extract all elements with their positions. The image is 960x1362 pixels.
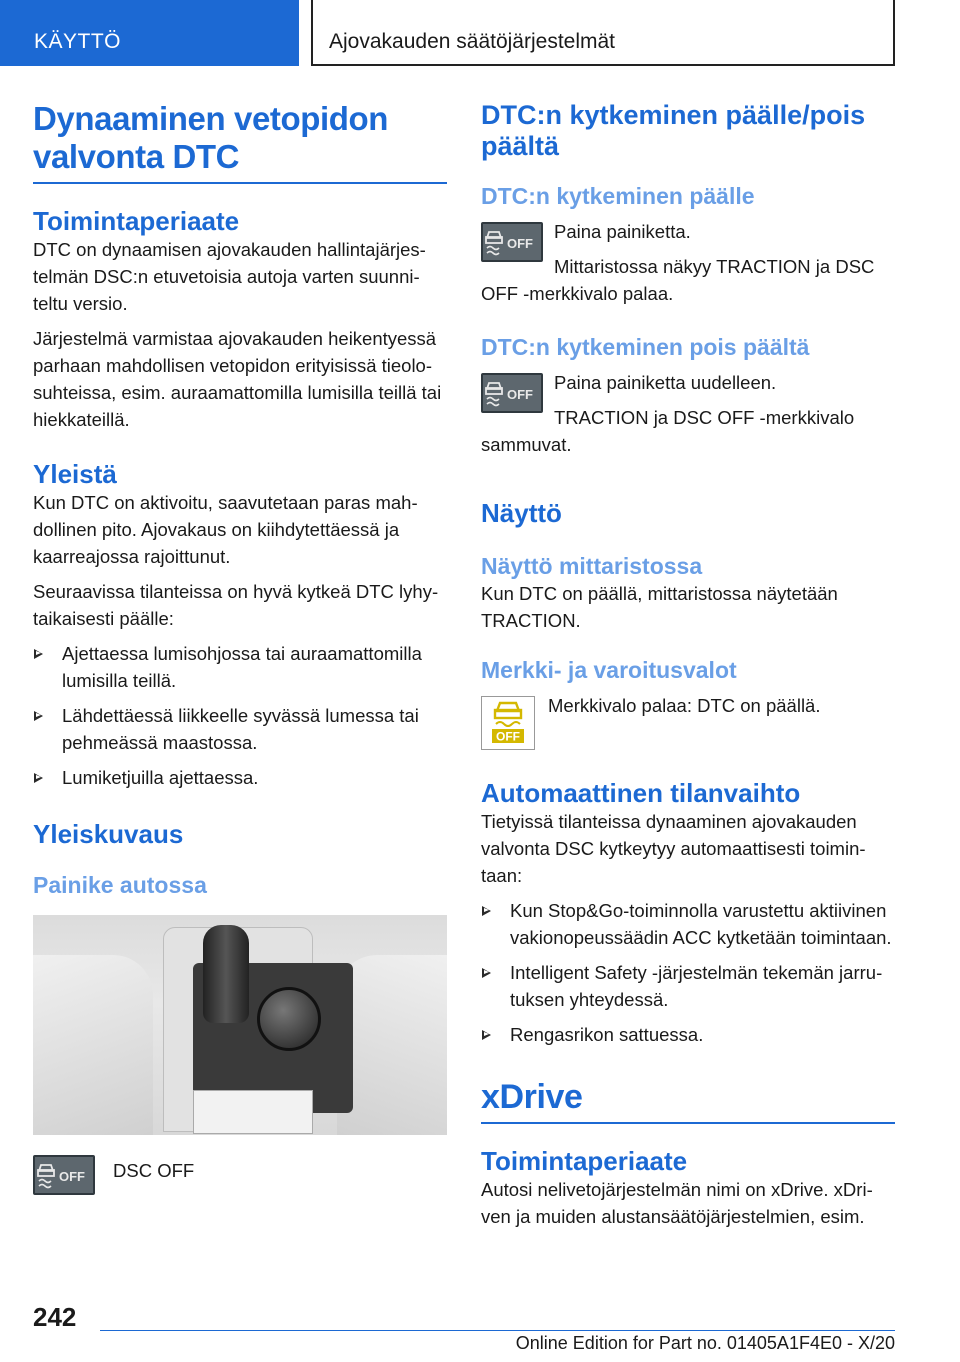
svg-text:OFF: OFF [507, 387, 533, 402]
list-item: Lumiketjuilla ajettaessa. [33, 764, 447, 791]
triangle-bullet-icon [482, 968, 491, 978]
paragraph-xdrive: Autosi nelivetojärjestelmän nimi on xDrive. xDriven ja muiden alustansäätöjärjestelmien, esim. [481, 1179, 873, 1227]
list-item: Ajettaessa lumisohjossa tai auraamattomilla lumisilla teillä. [33, 640, 447, 694]
paragraph-auto-switch: Tietyissä tilanteissa dynaaminen ajovakauden valvonta DSC kytkeytyy automaattisesti toimintaan: [481, 811, 866, 886]
paragraph-traction-shown: Mittaristossa näkyy TRACTION ja DSC OFF -merkkivalo palaa. [481, 256, 875, 304]
section-tab: KÄYTTÖ [0, 0, 299, 66]
heading-dtc-on-off: DTC:n kytkeminen päälle/pois päältä [481, 100, 866, 161]
paragraph-general-2: Seuraavissa tilanteissa on hyvä kytkeä DTC lyhytaikaisesti päälle: [33, 581, 439, 629]
paragraph-lights-off: TRACTION ja DSC OFF -merkkivalo sammuvat. [481, 407, 855, 455]
right-column [481, 100, 895, 1230]
controller-knob [257, 987, 321, 1051]
indicator-block [481, 692, 895, 750]
dtc-on-block [481, 218, 895, 307]
dtc-indicator-light-icon [481, 696, 535, 750]
heading-yleista: Yleistä [33, 459, 117, 489]
list-item: Lähdettäessä liikkeelle syvässä lumessa tai pehmeässä maastossa. [33, 702, 447, 756]
heading-xdrive-toimintaperiaate: Toimintaperiaate [481, 1146, 688, 1176]
svg-text:OFF: OFF [59, 1169, 85, 1184]
dsc-off-button-icon [33, 1155, 95, 1195]
dtc-off-button-icon [481, 222, 543, 262]
page-header [0, 0, 960, 66]
list-item: Kun Stop&Go-toiminnolla varustettu aktiivinen vakionopeussäädin ACC kytketään toimintaan. [481, 897, 895, 951]
heading-naytto: Näyttö [481, 498, 562, 528]
paragraph-dtc-purpose: Järjestelmä varmistaa ajovakauden heikentyessä parhaan mahdollisen vetopidon erityisissä tieolosuhteissa, esim. auraamattomilla lumisilla teillä tai hiekkateillä. [33, 328, 442, 430]
triangle-bullet-icon [34, 773, 43, 783]
paragraph-press-again: Paina painiketta uudelleen. [554, 372, 777, 393]
subheading-warning-lights: Merkki- ja varoitusvalot [481, 657, 737, 683]
main-heading-dtc: Dynaaminen vetopidon valvonta DTC [33, 100, 447, 184]
left-column [33, 100, 447, 1199]
subheading-dtc-off: DTC:n kytkeminen pois päältä [481, 334, 810, 360]
paragraph-press-button: Paina painiketta. [554, 221, 691, 242]
list-item: Intelligent Safety -järjestelmän tekemän jarrutuksen yhteydessä. [481, 959, 895, 1013]
triangle-bullet-icon [482, 906, 491, 916]
dtc-off-block [481, 369, 895, 458]
heading-automaattinen-tilanvaihto: Automaattinen tilanvaihto [481, 778, 801, 808]
subheading-painike-autossa: Painike autossa [33, 872, 207, 898]
paragraph-indicator-on: Merkkivalo palaa: DTC on päällä. [548, 695, 821, 716]
subheading-naytto-mittaristossa: Näyttö mittaristossa [481, 553, 703, 579]
heading-xdrive: xDrive [481, 1078, 895, 1124]
paragraph-display: Kun DTC on päällä, mittaristossa näytetään TRACTION. [481, 583, 838, 631]
triangle-bullet-icon [34, 711, 43, 721]
subheading-dtc-on: DTC:n kytkeminen päälle [481, 183, 755, 209]
heading-toimintaperiaate: Toimintaperiaate [33, 206, 240, 236]
button-strip [193, 1090, 313, 1134]
footer-divider [100, 1330, 895, 1331]
center-console-photo [33, 915, 447, 1135]
chapter-tab: Ajovakauden säätöjärjestelmät [311, 0, 895, 66]
svg-text:OFF: OFF [496, 729, 520, 744]
auto-switch-list [481, 897, 895, 1048]
situations-list [33, 640, 447, 791]
dsc-off-button-row [33, 1155, 447, 1199]
gear-lever [203, 925, 249, 1023]
paragraph-dtc-description: DTC on dynaamisen ajovakauden hallintajärjestelmän DSC:n etuvetoisia autoja varten suunniteltu versio. [33, 239, 426, 314]
triangle-bullet-icon [482, 1030, 491, 1040]
svg-text:OFF: OFF [507, 236, 533, 251]
list-item: Rengasrikon sattuessa. [481, 1021, 895, 1048]
dsc-off-label: DSC OFF [113, 1160, 195, 1181]
page-number: 242 [33, 1302, 77, 1332]
paragraph-general-1: Kun DTC on aktivoitu, saavutetaan paras mahdollinen pito. Ajovakaus on kiihdytettäessä ja kaarreajossa rajoittunut. [33, 492, 418, 567]
heading-yleiskuvaus: Yleiskuvaus [33, 819, 184, 849]
triangle-bullet-icon [34, 649, 43, 659]
dtc-off-button-icon [481, 373, 543, 413]
footer-edition: Online Edition for Part no. 01405A1F4E0 - X/20 [515, 1333, 895, 1353]
